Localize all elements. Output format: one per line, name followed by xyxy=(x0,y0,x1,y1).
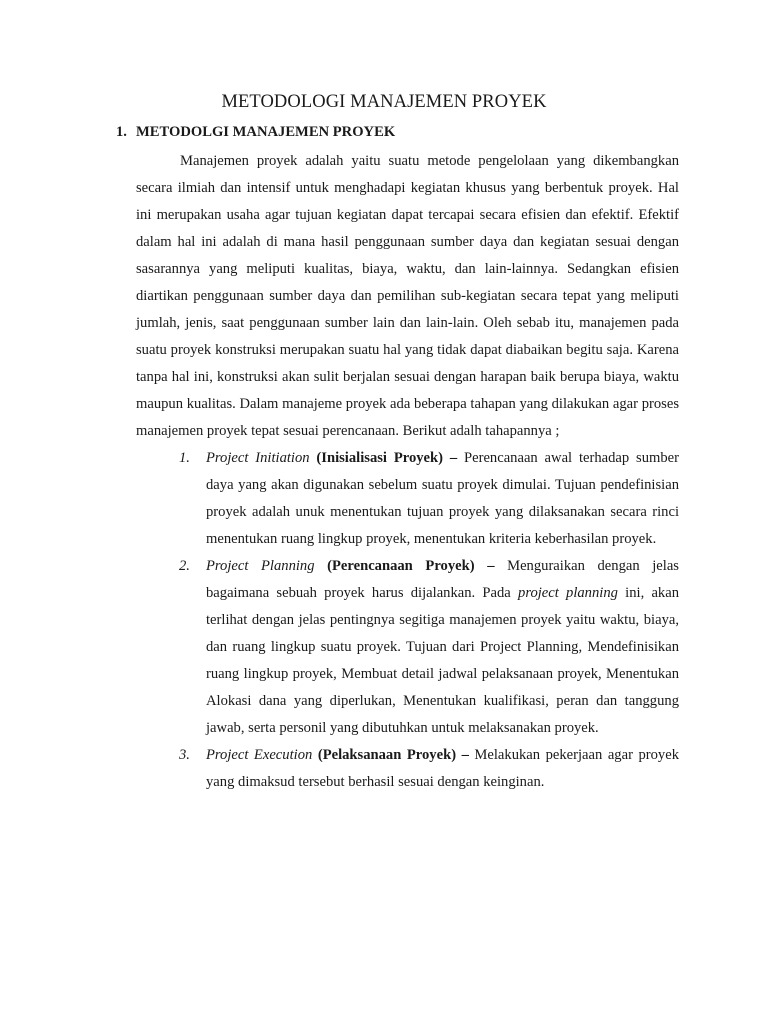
step-label: (Inisialisasi Proyek) xyxy=(316,450,443,466)
steps-list xyxy=(136,445,679,796)
step-label: (Pelaksanaan Proyek) xyxy=(317,747,457,763)
intro-paragraph: Manajemen proyek adalah yaitu suatu metode pengelolaan yang dikembangkan secara ilmiah dan intensif untuk menghadapi kegiatan khusus yang berbentuk proyek. Hal ini merupakan usaha agar tujuan kegiatan dapat tercapai secara efisien dan efektif. Efektif dalam hal ini adalah di mana hasil penggunaan sumber daya dan kegiatan sesuai dengan sasarannya yang meliputi kualitas, biaya, waktu, dan lain-lainnya. Sedangkan efisien diartikan penggunaan sumber daya dan pemilihan sub-kegiatan secara tepat yang meliputi jumlah, jenis, saat penggunaan sumber lain dan lain-lain. Oleh sebab itu, manajemen pada suatu proyek konstruksi merupakan suatu hal yang tidak dapat diabaikan begitu saja. Karena tanpa hal ini, konstruksi akan sulit berjalan sesuai dengan harapan baik berupa biaya, waktu maupun kualitas. Dalam manajeme proyek ada beberapa tahapan yang dilakukan agar proses manajemen proyek tepat sesuai perencanaan. Berikut adalh tahapannya ; xyxy=(136,153,679,439)
list-item xyxy=(136,445,679,553)
step-term: Project Initiation xyxy=(206,450,310,466)
list-item xyxy=(136,553,679,742)
step-description: Menguraikan dengan jelas bagaimana sebuah proyek harus dijalankan. Pada xyxy=(206,558,679,601)
step-number: 1. xyxy=(179,450,190,466)
step-description: Melakukan pekerjaan agar proyek yang dimaksud tersebut berhasil sesuai dengan keinginan. xyxy=(206,747,679,790)
step-term: Project Planning xyxy=(206,558,315,574)
list-item xyxy=(136,742,679,796)
step-description: Perencanaan awal terhadap sumber daya yang akan digunakan sebelum suatu proyek dimulai. Tujuan pendefinisian proyek adalah unuk menentukan tujuan proyek yang dilaksanakan secara rinci menentukan ruang lingkup proyek, menentukan kriteria keberhasilan proyek. xyxy=(206,450,679,547)
step-label: (Perencanaan Proyek) xyxy=(327,558,475,574)
step-term: Project Execution xyxy=(206,747,313,763)
document-title: METODOLOGI MANAJEMEN PROYEK xyxy=(221,92,547,112)
section-heading xyxy=(116,124,395,141)
section-heading-text: METODOLGI MANAJEMEN PROYEK xyxy=(136,124,396,140)
step-number: 2. xyxy=(179,558,190,574)
section-number: 1. xyxy=(116,124,127,140)
step-dash: – xyxy=(449,450,458,466)
step-description-term: project planning xyxy=(518,585,618,601)
step-dash: – xyxy=(461,747,469,763)
step-description-continued: ini, akan terlihat dengan jelas pentingnya segitiga manajemen proyek yaitu waktu, biaya, dan ruang lingkup suatu proyek. Tujuan dari Project Planning, Mendefinisikan ruang lingkup proyek, Membuat detail jadwal pelaksanaan proyek, Menentukan Alokasi dana yang diperlukan, Menentukan kualifikasi, peran dan tanggung jawab, serta personil yang dibutuhkan untuk melaksanakan proyek. xyxy=(206,585,679,736)
document-body xyxy=(136,148,679,796)
step-dash: – xyxy=(487,558,495,574)
step-number: 3. xyxy=(179,747,190,763)
